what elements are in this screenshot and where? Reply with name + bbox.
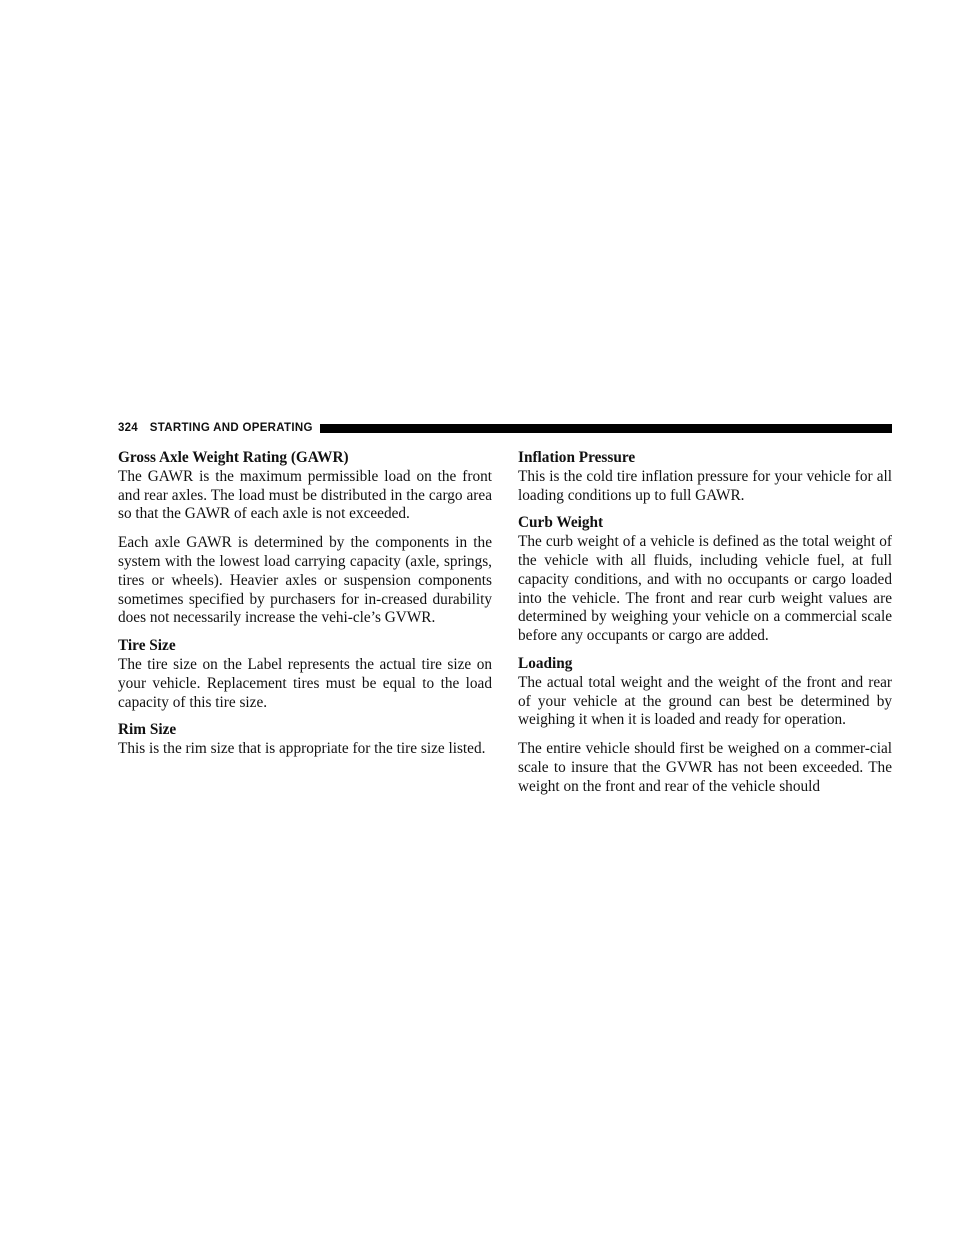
gawr-paragraph-2: Each axle GAWR is determined by the components in the system with the lowest load carrying capacity (axle, springs, tires or wheels). Heavier axles or suspension components sometimes specified by purchasers for in-creased durability does not necessarily increase the vehi-cle’s GVWR. bbox=[118, 534, 492, 627]
header-rule bbox=[320, 424, 892, 433]
page-number: 324 bbox=[118, 422, 138, 434]
left-column bbox=[118, 449, 492, 759]
right-column bbox=[518, 449, 892, 797]
tire-size-paragraph: The tire size on the Label represents the actual tire size on your vehicle. Replacement tires must be equal to the load capacity of this tire size. bbox=[118, 655, 492, 711]
loading-heading: Loading bbox=[518, 654, 573, 672]
inflation-heading: Inflation Pressure bbox=[518, 449, 636, 466]
rim-size-paragraph: This is the rim size that is appropriate for the tire size listed. bbox=[118, 740, 486, 758]
curb-weight-heading: Curb Weight bbox=[518, 514, 604, 532]
loading-paragraph-2: The entire vehicle should first be weighed on a commer-cial scale to insure that the GVWR has not been exceeded. The weight on the front and rear of the vehicle should bbox=[518, 740, 892, 795]
loading-paragraph-1: The actual total weight and the weight of the front and rear of your vehicle at the ground can best be determined by weighing it when it is loaded and ready for operation. bbox=[518, 673, 892, 729]
inflation-paragraph: This is the cold tire inflation pressure for your vehicle for all loading conditions up to full GAWR. bbox=[518, 467, 892, 504]
gawr-paragraph-1: The GAWR is the maximum permissible load on the front and rear axles. The load must be distributed in the cargo area so that the GAWR of each axle is not exceeded. bbox=[118, 467, 492, 523]
rim-size-heading: Rim Size bbox=[118, 721, 177, 739]
gawr-heading: Gross Axle Weight Rating (GAWR) bbox=[118, 449, 349, 466]
page-header bbox=[118, 420, 892, 436]
section-title: STARTING AND OPERATING bbox=[149, 422, 313, 434]
tire-size-heading: Tire Size bbox=[118, 637, 176, 655]
curb-weight-paragraph: The curb weight of a vehicle is defined as the total weight of the vehicle with all fluids, including vehicle fuel, at full capacity conditions, and with no occupants or cargo loaded into the vehicle. The front and rear curb weight values are determined by weighing your vehicle on a commercial scale before any occupants or cargo are added. bbox=[518, 533, 892, 645]
